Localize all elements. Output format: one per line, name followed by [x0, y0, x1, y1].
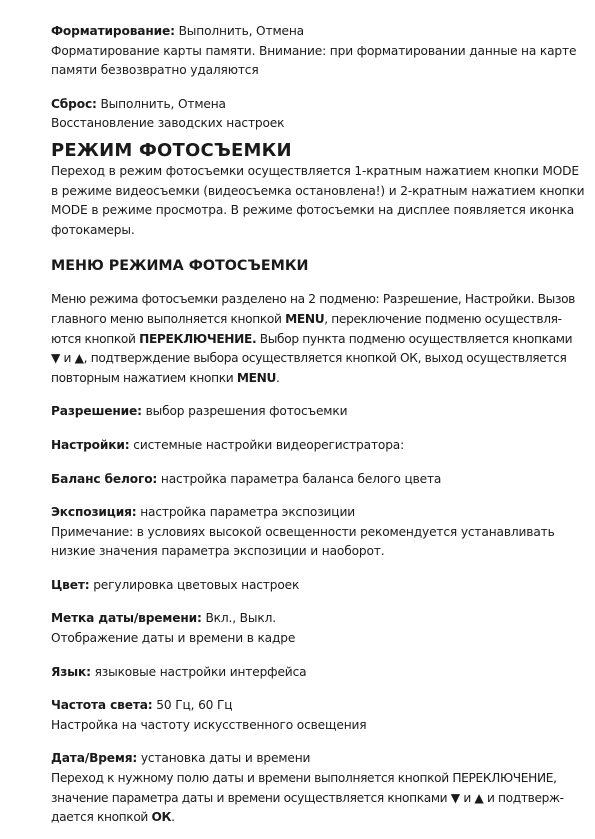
item-text: системные настройки видеорегистратора: [129, 437, 405, 452]
text-run: повторным нажатием кнопки [51, 370, 237, 385]
item-title: Цвет: [51, 577, 90, 592]
item-text: установка даты и времени [137, 751, 311, 766]
photo-menu-line-4: ▼ и ▲, подтверждение выбора осуществляется кнопкой ОК, выход осуществляется [51, 351, 567, 366]
item-title: Настройки: [51, 437, 130, 452]
photo-mode-line-2: в режиме видеосъемки (видеосъемка остановлена!) и 2-кратным нажатием кнопки [51, 183, 585, 198]
reset-section [51, 95, 571, 134]
format-desc-2: памяти безвозвратно удаляются [51, 63, 259, 78]
item-title: Разрешение: [51, 404, 142, 419]
photo-menu-line-1: Меню режима фотосъемки разделено на 2 подменю: Разрешение, Настройки. Вызов [51, 292, 576, 307]
photo-mode-line-1: Переход в режим фотосъемки осуществляется 1-кратным нажатием кнопки MODE [51, 163, 579, 178]
item-datetime-line [51, 749, 571, 769]
item-settings [51, 436, 571, 456]
switch-key-label: ПЕРЕКЛЮЧЕНИЕ. [139, 331, 257, 346]
spacer [51, 595, 571, 609]
photo-menu-line-2 [51, 310, 571, 330]
item-text: выбор разрешения фотосъемки [141, 404, 348, 419]
item-title: Дата/Время: [51, 751, 138, 766]
reset-desc: Восстановление заводских настроек [51, 116, 285, 131]
text-run: ются кнопкой [51, 331, 140, 346]
item-text: регулировка цветовых настроек [89, 577, 300, 592]
photo-mode-line-4: фотокамеры. [51, 222, 135, 237]
reset-options: Выполнить, Отмена [96, 96, 226, 111]
photo-mode-heading: РЕЖИМ ФОТОСЪЕМКИ [51, 139, 292, 161]
text-run: Выбор пункта подменю осуществляется кнопками [256, 331, 573, 346]
document-page [51, 22, 585, 828]
text-run: . [171, 810, 175, 825]
item-title: Частота света: [51, 698, 153, 713]
spacer [51, 422, 571, 436]
item-title: Метка даты/времени: [51, 611, 202, 626]
spacer [51, 562, 571, 576]
photo-menu-heading: МЕНЮ РЕЖИМА ФОТОСЪЕМКИ [51, 258, 309, 275]
spacer [51, 649, 571, 663]
item-datestamp [51, 609, 571, 648]
spacer [51, 682, 571, 696]
reset-title: Сброс: [51, 96, 97, 111]
menu-key-label: MENU [236, 370, 276, 385]
item-exposure [51, 503, 571, 562]
format-line [51, 22, 571, 42]
item-title: Язык: [51, 664, 91, 679]
datetime-line-1: Переход к нужному полю даты и времени выполняется кнопкой ПЕРЕКЛЮЧЕНИЕ, [51, 771, 557, 786]
format-section [51, 22, 577, 81]
ok-key-label: ОК [151, 810, 172, 825]
text-run: , переключение подменю осуществля- [324, 311, 562, 326]
datetime-line-2: значение параметра даты и времени осуществляется кнопками ▼ и ▲ и подтверж- [51, 790, 564, 805]
reset-line [51, 95, 571, 115]
item-frequency [51, 696, 571, 735]
text-run: дается кнопкой [51, 810, 152, 825]
item-exposure-line [51, 503, 571, 523]
exposure-note-2: низкие значения параметра экспозиции и наоборот. [51, 544, 385, 559]
text-run: главного меню выполняется кнопкой [51, 311, 286, 326]
item-text: настройка параметра экспозиции [136, 505, 355, 520]
datetime-line-3 [51, 808, 571, 828]
exposure-note-1: Примечание: в условиях высокой освещенности рекомендуется устанавливать [51, 524, 555, 539]
spacer [51, 388, 571, 402]
item-language [51, 663, 571, 683]
format-title: Форматирование: [51, 24, 175, 38]
item-datetime [51, 749, 571, 827]
menu-key-label: MENU [285, 311, 325, 326]
item-title: Экспозиция: [51, 505, 137, 520]
item-frequency-line [51, 696, 571, 716]
frequency-desc: Настройка на частоту искусственного освещения [51, 717, 367, 732]
item-text: языковые настройки интерфейса [90, 664, 307, 679]
item-resolution [51, 402, 571, 422]
format-options: Выполнить, Отмена [174, 24, 304, 38]
photo-mode-paragraph [51, 162, 585, 240]
spacer [51, 489, 571, 503]
photo-menu-line-3 [51, 330, 571, 350]
spacer [51, 735, 571, 749]
item-text: 50 Гц, 60 Гц [152, 698, 233, 713]
item-datestamp-line [51, 609, 571, 629]
photo-menu-paragraph [51, 290, 576, 388]
item-color [51, 576, 571, 596]
item-text: настройка параметра баланса белого цвета [157, 471, 442, 486]
item-white-balance [51, 470, 571, 490]
photo-mode-line-3: MODE в режиме просмотра. В режиме фотосъемки на дисплее появляется иконка [51, 203, 575, 218]
item-title: Баланс белого: [51, 471, 158, 486]
spacer [51, 456, 571, 470]
format-desc-1: Форматирование карты памяти. Внимание: при форматировании данные на карте [51, 43, 577, 58]
item-text: Вкл., Выкл. [201, 611, 276, 626]
datestamp-desc: Отображение даты и времени в кадре [51, 631, 296, 646]
photo-menu-line-5 [51, 369, 571, 389]
spacer [51, 81, 571, 95]
text-run: . [276, 370, 280, 385]
